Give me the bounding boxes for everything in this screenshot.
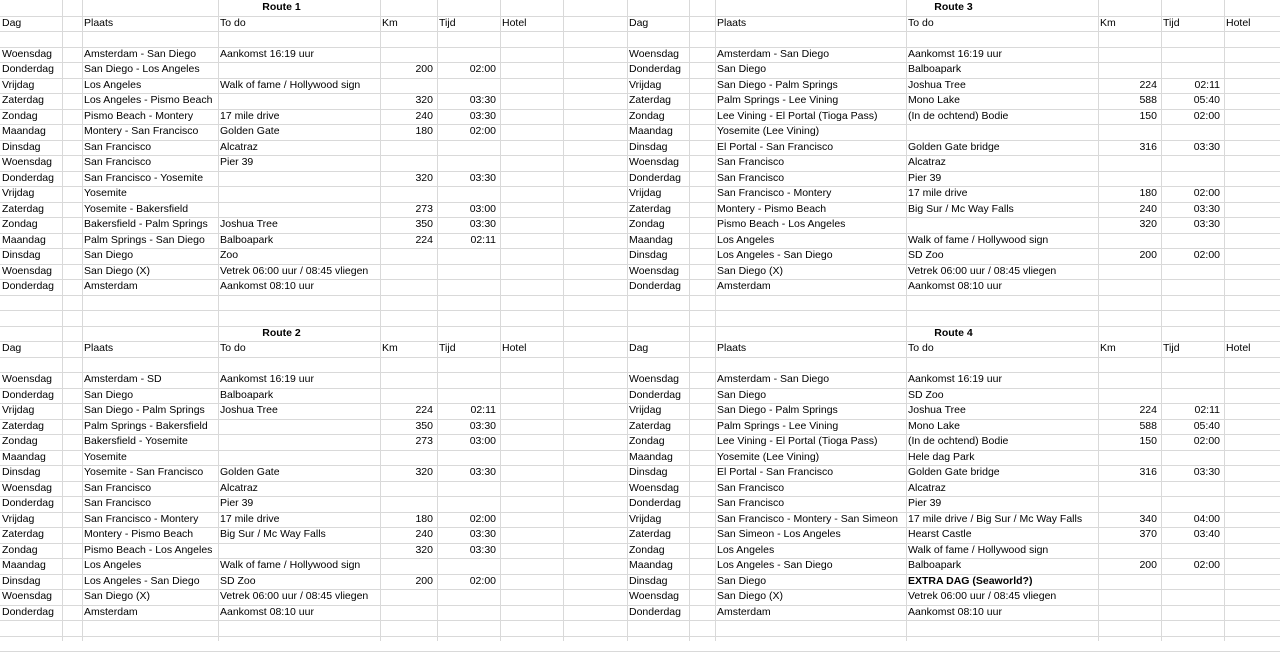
route-4-cell-to-do[interactable]: Pier 39 xyxy=(908,497,942,509)
gridline xyxy=(0,295,1280,296)
route-4-cell-plaats[interactable]: San Simeon - Los Angeles xyxy=(717,528,841,540)
route-4-cell-plaats[interactable]: San Francisco - Montery - San Simeon xyxy=(717,512,898,525)
route-3-cell-plaats[interactable]: Los Angeles xyxy=(717,233,775,246)
gridline xyxy=(0,310,1280,311)
route-3-cell-plaats[interactable]: Amsterdam xyxy=(717,280,771,292)
route-1-cell-dag[interactable]: Donderdag xyxy=(2,280,54,292)
route-3-cell-to-do[interactable]: SD Zoo xyxy=(908,249,944,261)
route-4-cell-dag[interactable]: Woensdag xyxy=(629,481,680,494)
route-4-cell-plaats[interactable]: San Diego - Palm Springs xyxy=(717,404,838,416)
route-2-cell-to-do[interactable]: Pier 39 xyxy=(220,497,254,509)
route-4-cell-plaats[interactable]: Lee Vining - El Portal (Tioga Pass) xyxy=(717,435,878,447)
route-3-cell-tijd[interactable]: 03:30 xyxy=(1193,140,1220,153)
route-1-header-hotel[interactable]: Hotel xyxy=(502,16,527,29)
route-2-header-plaats[interactable]: Plaats xyxy=(84,342,114,354)
route-4-cell-to-do[interactable]: Aankomst 08:10 uur xyxy=(908,605,1002,618)
route-2-cell-dag[interactable]: Woensdag xyxy=(2,373,53,385)
route-2-cell-tijd[interactable]: 03:30 xyxy=(469,543,496,556)
route-4-cell-dag[interactable]: Donderdag xyxy=(629,388,681,401)
route-4-cell-dag[interactable]: Dinsdag xyxy=(629,466,668,478)
route-2-cell-plaats[interactable]: Yosemite - San Francisco xyxy=(84,466,204,478)
route-1-cell-tijd[interactable]: 03:30 xyxy=(469,94,496,106)
route-4-cell-km[interactable]: 200 xyxy=(1139,559,1157,571)
route-4-cell-dag[interactable]: Vrijdag xyxy=(629,404,662,416)
route-1-header-dag[interactable]: Dag xyxy=(2,16,22,29)
route-3-cell-tijd[interactable]: 03:30 xyxy=(1193,218,1220,230)
route-4-cell-to-do[interactable]: SD Zoo xyxy=(908,388,944,401)
route-3-cell-plaats[interactable]: Yosemite (Lee Vining) xyxy=(717,125,820,137)
route-3-cell-km[interactable]: 200 xyxy=(1139,249,1157,261)
route-3-cell-to-do[interactable]: Balboapark xyxy=(908,63,962,75)
route-3-cell-km[interactable]: 224 xyxy=(1139,78,1157,91)
route-1-cell-to-do[interactable]: Zoo xyxy=(220,249,239,261)
route-4-cell-to-do[interactable]: Alcatraz xyxy=(908,481,946,494)
route-2-cell-tijd[interactable]: 03:30 xyxy=(469,419,496,432)
gridline xyxy=(0,636,1280,637)
route-1-cell-plaats[interactable]: San Diego (X) xyxy=(84,264,150,277)
route-1-cell-km[interactable]: 273 xyxy=(415,202,433,215)
route-1-header-to-do[interactable]: To do xyxy=(220,16,246,29)
route-3-cell-dag[interactable]: Maandag xyxy=(629,125,673,137)
route-1-cell-tijd[interactable]: 03:30 xyxy=(469,109,496,122)
route-2-cell-tijd[interactable]: 02:00 xyxy=(469,512,496,525)
route-4-header-plaats[interactable]: Plaats xyxy=(717,342,747,354)
route-1-cell-to-do[interactable]: Alcatraz xyxy=(220,140,258,153)
route-3-cell-dag[interactable]: Dinsdag xyxy=(629,140,668,153)
route-1-cell-to-do[interactable]: Joshua Tree xyxy=(220,218,278,230)
route-4-cell-km[interactable]: 150 xyxy=(1139,435,1157,447)
route-3-cell-to-do[interactable]: Alcatraz xyxy=(908,156,946,168)
route-1-cell-dag[interactable]: Zaterdag xyxy=(2,94,45,106)
route-1-cell-dag[interactable]: Maandag xyxy=(2,233,46,246)
route-4-cell-to-do[interactable]: Joshua Tree xyxy=(908,404,966,416)
route-2-cell-plaats[interactable]: San Francisco xyxy=(84,481,152,494)
route-3-header-plaats[interactable]: Plaats xyxy=(717,16,747,29)
route-2-header-tijd[interactable]: Tijd xyxy=(439,342,456,354)
route-2-cell-to-do[interactable]: Vetrek 06:00 uur / 08:45 vliegen xyxy=(220,590,369,602)
route-1-cell-plaats[interactable]: San Francisco xyxy=(84,140,152,153)
route-1-cell-km[interactable]: 320 xyxy=(415,94,433,106)
route-2-cell-dag[interactable]: Dinsdag xyxy=(2,574,41,587)
route-2-cell-dag[interactable]: Donderdag xyxy=(2,388,54,401)
route-2-cell-km[interactable]: 180 xyxy=(415,512,433,525)
route-4-cell-km[interactable]: 588 xyxy=(1139,419,1157,432)
route-4-title[interactable]: Route 4 xyxy=(934,326,973,339)
route-3-cell-km[interactable]: 150 xyxy=(1139,109,1157,122)
route-3-cell-plaats[interactable]: San Diego (X) xyxy=(717,264,783,277)
route-2-cell-dag[interactable]: Zaterdag xyxy=(2,419,45,432)
route-2-header-hotel[interactable]: Hotel xyxy=(502,342,527,354)
route-3-cell-tijd[interactable]: 02:11 xyxy=(1194,78,1220,91)
route-3-cell-to-do[interactable]: (In de ochtend) Bodie xyxy=(908,109,1009,122)
route-4-cell-plaats[interactable]: Los Angeles - San Diego xyxy=(717,559,833,571)
route-2-cell-plaats[interactable]: San Diego - Palm Springs xyxy=(84,404,205,416)
route-4-cell-dag[interactable]: Woensdag xyxy=(629,590,680,602)
route-3-cell-dag[interactable]: Zondag xyxy=(629,218,665,230)
route-4-cell-km[interactable]: 224 xyxy=(1139,404,1157,416)
route-2-title[interactable]: Route 2 xyxy=(262,326,301,339)
route-4-cell-dag[interactable]: Zaterdag xyxy=(629,419,672,432)
route-4-header-km[interactable]: Km xyxy=(1100,342,1116,354)
route-3-cell-to-do[interactable]: Mono Lake xyxy=(908,94,960,106)
route-2-cell-plaats[interactable]: Palm Springs - Bakersfield xyxy=(84,419,208,432)
route-1-cell-plaats[interactable]: Yosemite - Bakersfield xyxy=(84,202,189,215)
gridline xyxy=(0,357,1280,358)
route-4-cell-tijd[interactable]: 03:40 xyxy=(1193,528,1220,540)
route-3-cell-dag[interactable]: Woensdag xyxy=(629,47,680,60)
route-1-cell-plaats[interactable]: Bakersfield - Palm Springs xyxy=(84,218,208,230)
route-3-cell-to-do[interactable]: Aankomst 16:19 uur xyxy=(908,47,1002,60)
route-3-cell-dag[interactable]: Woensdag xyxy=(629,156,680,168)
route-3-cell-to-do[interactable]: Walk of fame / Hollywood sign xyxy=(908,233,1049,246)
route-1-cell-tijd[interactable]: 03:30 xyxy=(469,171,496,184)
route-1-cell-km[interactable]: 200 xyxy=(415,63,433,75)
route-1-cell-plaats[interactable]: Yosemite xyxy=(84,187,127,199)
route-2-cell-to-do[interactable]: 17 mile drive xyxy=(220,512,280,525)
route-3-cell-dag[interactable]: Vrijdag xyxy=(629,187,662,199)
route-3-cell-km[interactable]: 180 xyxy=(1139,187,1157,199)
route-1-cell-to-do[interactable]: Walk of fame / Hollywood sign xyxy=(220,78,361,91)
route-2-cell-to-do[interactable]: Golden Gate xyxy=(220,466,280,478)
route-1-title[interactable]: Route 1 xyxy=(262,1,301,13)
route-4-cell-to-do[interactable]: Mono Lake xyxy=(908,419,960,432)
route-1-cell-km[interactable]: 320 xyxy=(415,171,433,184)
route-4-cell-plaats[interactable]: El Portal - San Francisco xyxy=(717,466,834,478)
route-3-header-to-do[interactable]: To do xyxy=(908,16,934,29)
route-4-cell-plaats[interactable]: Palm Springs - Lee Vining xyxy=(717,419,839,432)
route-3-cell-dag[interactable]: Maandag xyxy=(629,233,673,246)
route-1-cell-dag[interactable]: Woensdag xyxy=(2,47,53,60)
route-2-cell-dag[interactable]: Maandag xyxy=(2,559,46,571)
route-2-cell-dag[interactable]: Maandag xyxy=(2,450,46,463)
route-2-cell-to-do[interactable]: Aankomst 08:10 uur xyxy=(220,605,314,618)
gridline xyxy=(500,0,501,641)
route-2-header-km[interactable]: Km xyxy=(382,342,398,354)
route-2-cell-dag[interactable]: Vrijdag xyxy=(2,404,35,416)
route-4-cell-dag[interactable]: Dinsdag xyxy=(629,574,668,587)
route-3-cell-dag[interactable]: Woensdag xyxy=(629,264,680,277)
route-4-cell-plaats[interactable]: Los Angeles xyxy=(717,543,775,556)
route-3-cell-to-do[interactable]: 17 mile drive xyxy=(908,187,968,199)
route-2-header-to-do[interactable]: To do xyxy=(220,342,246,354)
route-4-cell-plaats[interactable]: Amsterdam xyxy=(717,605,771,618)
route-4-cell-plaats[interactable]: San Diego xyxy=(717,388,767,401)
route-2-cell-to-do[interactable]: Balboapark xyxy=(220,388,274,401)
route-1-cell-plaats[interactable]: San Francisco xyxy=(84,156,152,168)
route-1-cell-to-do[interactable]: 17 mile drive xyxy=(220,109,280,122)
route-1-cell-dag[interactable]: Zaterdag xyxy=(2,202,45,215)
route-4-cell-to-do[interactable]: 17 mile drive / Big Sur / Mc Way Falls xyxy=(908,512,1083,525)
route-1-cell-dag[interactable]: Zondag xyxy=(2,218,38,230)
route-3-header-hotel[interactable]: Hotel xyxy=(1226,16,1251,29)
route-1-header-tijd[interactable]: Tijd xyxy=(439,16,456,29)
route-1-cell-plaats[interactable]: Amsterdam xyxy=(84,280,138,292)
route-2-cell-plaats[interactable]: Pismo Beach - Los Angeles xyxy=(84,543,213,556)
route-4-cell-to-do[interactable]: Vetrek 06:00 uur / 08:45 vliegen xyxy=(908,590,1057,602)
route-1-cell-dag[interactable]: Woensdag xyxy=(2,264,53,277)
route-4-cell-plaats[interactable]: San Francisco xyxy=(717,497,785,509)
route-3-cell-plaats[interactable]: Montery - Pismo Beach xyxy=(717,202,827,215)
route-3-cell-dag[interactable]: Zaterdag xyxy=(629,94,672,106)
route-1-cell-tijd[interactable]: 02:00 xyxy=(469,63,496,75)
route-2-cell-tijd[interactable]: 02:11 xyxy=(470,404,496,416)
route-3-cell-to-do[interactable]: Golden Gate bridge xyxy=(908,140,1000,153)
route-3-cell-plaats[interactable]: Lee Vining - El Portal (Tioga Pass) xyxy=(717,109,878,122)
route-1-cell-dag[interactable]: Vrijdag xyxy=(2,187,35,199)
route-3-cell-to-do[interactable]: Pier 39 xyxy=(908,171,942,184)
route-4-cell-plaats[interactable]: San Francisco xyxy=(717,481,785,494)
route-3-cell-dag[interactable]: Zondag xyxy=(629,109,665,122)
route-4-cell-to-do[interactable]: Walk of fame / Hollywood sign xyxy=(908,543,1049,556)
route-4-cell-to-do[interactable]: Golden Gate bridge xyxy=(908,466,1000,478)
route-4-cell-to-do[interactable]: Balboapark xyxy=(908,559,962,571)
route-4-cell-km[interactable]: 316 xyxy=(1139,466,1157,478)
route-2-cell-to-do[interactable]: Big Sur / Mc Way Falls xyxy=(220,528,326,540)
route-3-cell-dag[interactable]: Donderdag xyxy=(629,280,681,292)
route-2-cell-tijd[interactable]: 03:00 xyxy=(469,435,496,447)
route-2-cell-tijd[interactable]: 02:00 xyxy=(469,574,496,587)
route-2-cell-to-do[interactable]: Alcatraz xyxy=(220,481,258,494)
route-4-cell-dag[interactable]: Zondag xyxy=(629,543,665,556)
route-2-cell-dag[interactable]: Woensdag xyxy=(2,481,53,494)
route-3-cell-plaats[interactable]: Amsterdam - San Diego xyxy=(717,47,830,60)
route-3-cell-tijd[interactable]: 02:00 xyxy=(1193,249,1220,261)
route-1-cell-km[interactable]: 350 xyxy=(415,218,433,230)
route-3-header-km[interactable]: Km xyxy=(1100,16,1116,29)
route-2-cell-dag[interactable]: Vrijdag xyxy=(2,512,35,525)
route-3-cell-dag[interactable]: Donderdag xyxy=(629,171,681,184)
route-2-cell-plaats[interactable]: Montery - Pismo Beach xyxy=(84,528,194,540)
route-2-cell-km[interactable]: 200 xyxy=(415,574,433,587)
route-2-cell-to-do[interactable]: SD Zoo xyxy=(220,574,256,587)
route-3-cell-plaats[interactable]: El Portal - San Francisco xyxy=(717,140,834,153)
route-4-cell-tijd[interactable]: 03:30 xyxy=(1193,466,1220,478)
route-4-cell-tijd[interactable]: 02:00 xyxy=(1193,435,1220,447)
route-2-cell-dag[interactable]: Donderdag xyxy=(2,605,54,618)
route-3-cell-plaats[interactable]: San Diego xyxy=(717,63,767,75)
route-2-cell-plaats[interactable]: San Diego (X) xyxy=(84,590,150,602)
route-4-cell-tijd[interactable]: 05:40 xyxy=(1193,419,1220,432)
route-4-cell-to-do[interactable]: (In de ochtend) Bodie xyxy=(908,435,1009,447)
route-2-cell-km[interactable]: 224 xyxy=(415,404,433,416)
route-3-cell-plaats[interactable]: San Francisco - Montery xyxy=(717,187,832,199)
route-4-cell-tijd[interactable]: 02:00 xyxy=(1193,559,1220,571)
gridline xyxy=(689,0,690,641)
route-4-header-to-do[interactable]: To do xyxy=(908,342,934,354)
route-4-cell-dag[interactable]: Vrijdag xyxy=(629,512,662,525)
route-3-cell-tijd[interactable]: 03:30 xyxy=(1193,202,1220,215)
route-2-cell-km[interactable]: 273 xyxy=(415,435,433,447)
route-1-cell-tijd[interactable]: 02:00 xyxy=(469,125,496,137)
route-4-cell-to-do[interactable]: Hele dag Park xyxy=(908,450,975,463)
route-4-cell-tijd[interactable]: 02:11 xyxy=(1194,404,1220,416)
route-4-cell-dag[interactable]: Maandag xyxy=(629,559,673,571)
gridline xyxy=(1224,0,1225,641)
route-3-cell-km[interactable]: 320 xyxy=(1139,218,1157,230)
route-2-cell-dag[interactable]: Dinsdag xyxy=(2,466,41,478)
route-2-cell-to-do[interactable]: Joshua Tree xyxy=(220,404,278,416)
route-1-cell-to-do[interactable]: Vetrek 06:00 uur / 08:45 vliegen xyxy=(220,264,369,277)
route-4-cell-dag[interactable]: Woensdag xyxy=(629,373,680,385)
route-2-cell-tijd[interactable]: 03:30 xyxy=(469,466,496,478)
route-4-cell-to-do[interactable]: Aankomst 16:19 uur xyxy=(908,373,1002,385)
route-3-header-dag[interactable]: Dag xyxy=(629,16,649,29)
route-3-title[interactable]: Route 3 xyxy=(934,1,973,13)
route-3-cell-to-do[interactable]: Big Sur / Mc Way Falls xyxy=(908,202,1014,215)
route-3-cell-plaats[interactable]: San Diego - Palm Springs xyxy=(717,78,838,91)
route-1-cell-dag[interactable]: Vrijdag xyxy=(2,78,35,91)
route-4-cell-dag[interactable]: Maandag xyxy=(629,450,673,463)
route-4-cell-plaats[interactable]: San Diego xyxy=(717,574,767,587)
route-3-cell-km[interactable]: 588 xyxy=(1139,94,1157,106)
route-2-cell-plaats[interactable]: Bakersfield - Yosemite xyxy=(84,435,188,447)
gridline xyxy=(0,31,1280,32)
route-4-cell-dag[interactable]: Donderdag xyxy=(629,497,681,509)
route-1-cell-to-do[interactable]: Golden Gate xyxy=(220,125,280,137)
route-2-header-dag[interactable]: Dag xyxy=(2,342,22,354)
route-2-cell-dag[interactable]: Zaterdag xyxy=(2,528,45,540)
route-1-cell-dag[interactable]: Woensdag xyxy=(2,156,53,168)
route-1-cell-dag[interactable]: Dinsdag xyxy=(2,140,41,153)
route-3-cell-to-do[interactable]: Joshua Tree xyxy=(908,78,966,91)
route-2-cell-km[interactable]: 320 xyxy=(415,466,433,478)
route-1-cell-km[interactable]: 180 xyxy=(415,125,433,137)
route-1-cell-to-do[interactable]: Balboapark xyxy=(220,233,274,246)
route-4-cell-plaats[interactable]: San Diego (X) xyxy=(717,590,783,602)
route-2-cell-to-do[interactable]: Aankomst 16:19 uur xyxy=(220,373,314,385)
route-3-cell-km[interactable]: 240 xyxy=(1139,202,1157,215)
route-4-cell-tijd[interactable]: 04:00 xyxy=(1193,512,1220,525)
route-1-cell-plaats[interactable]: Los Angeles xyxy=(84,78,142,91)
route-1-cell-plaats[interactable]: Palm Springs - San Diego xyxy=(84,233,205,246)
route-1-cell-tijd[interactable]: 02:11 xyxy=(470,233,496,246)
route-3-cell-plaats[interactable]: Los Angeles - San Diego xyxy=(717,249,833,261)
route-2-cell-km[interactable]: 350 xyxy=(415,419,433,432)
route-2-cell-plaats[interactable]: San Francisco - Montery xyxy=(84,512,199,525)
route-4-header-tijd[interactable]: Tijd xyxy=(1163,342,1180,354)
route-1-header-plaats[interactable]: Plaats xyxy=(84,16,114,29)
route-1-cell-to-do[interactable]: Aankomst 08:10 uur xyxy=(220,280,314,292)
route-3-cell-dag[interactable]: Vrijdag xyxy=(629,78,662,91)
route-3-cell-to-do[interactable]: Vetrek 06:00 uur / 08:45 vliegen xyxy=(908,264,1057,277)
route-3-cell-plaats[interactable]: Palm Springs - Lee Vining xyxy=(717,94,839,106)
route-3-cell-tijd[interactable]: 02:00 xyxy=(1193,109,1220,122)
route-2-cell-dag[interactable]: Woensdag xyxy=(2,590,53,602)
route-1-cell-tijd[interactable]: 03:00 xyxy=(469,202,496,215)
route-3-cell-plaats[interactable]: Pismo Beach - Los Angeles xyxy=(717,218,846,230)
route-2-cell-plaats[interactable]: Amsterdam - SD xyxy=(84,373,162,385)
route-2-cell-tijd[interactable]: 03:30 xyxy=(469,528,496,540)
route-4-cell-to-do[interactable]: EXTRA DAG (Seaworld?) xyxy=(908,574,1033,587)
route-1-cell-plaats[interactable]: Pismo Beach - Montery xyxy=(84,109,194,122)
route-2-cell-km[interactable]: 320 xyxy=(415,543,433,556)
route-4-cell-to-do[interactable]: Hearst Castle xyxy=(908,528,972,540)
route-4-cell-plaats[interactable]: Yosemite (Lee Vining) xyxy=(717,450,820,463)
gridline xyxy=(563,0,564,641)
route-4-header-hotel[interactable]: Hotel xyxy=(1226,342,1251,354)
route-4-cell-dag[interactable]: Zaterdag xyxy=(629,528,672,540)
route-3-cell-plaats[interactable]: San Francisco xyxy=(717,171,785,184)
route-2-cell-plaats[interactable]: Los Angeles xyxy=(84,559,142,571)
route-4-cell-dag[interactable]: Donderdag xyxy=(629,605,681,618)
route-1-cell-dag[interactable]: Maandag xyxy=(2,125,46,137)
gridline xyxy=(0,620,1280,621)
route-4-cell-plaats[interactable]: Amsterdam - San Diego xyxy=(717,373,830,385)
route-2-cell-dag[interactable]: Donderdag xyxy=(2,497,54,509)
route-4-cell-dag[interactable]: Zondag xyxy=(629,435,665,447)
route-1-header-km[interactable]: Km xyxy=(382,16,398,29)
route-1-cell-plaats[interactable]: San Diego - Los Angeles xyxy=(84,63,200,75)
route-1-cell-plaats[interactable]: Amsterdam - San Diego xyxy=(84,47,197,60)
route-1-cell-dag[interactable]: Donderdag xyxy=(2,63,54,75)
route-4-cell-km[interactable]: 340 xyxy=(1139,512,1157,525)
route-3-cell-km[interactable]: 316 xyxy=(1139,140,1157,153)
route-1-cell-dag[interactable]: Dinsdag xyxy=(2,249,41,261)
route-3-header-tijd[interactable]: Tijd xyxy=(1163,16,1180,29)
route-1-cell-tijd[interactable]: 03:30 xyxy=(469,218,496,230)
route-1-cell-to-do[interactable]: Pier 39 xyxy=(220,156,254,168)
route-3-cell-tijd[interactable]: 05:40 xyxy=(1193,94,1220,106)
route-3-cell-plaats[interactable]: San Francisco xyxy=(717,156,785,168)
route-2-cell-to-do[interactable]: Walk of fame / Hollywood sign xyxy=(220,559,361,571)
route-1-cell-plaats[interactable]: Los Angeles - Pismo Beach xyxy=(84,94,213,106)
route-1-cell-to-do[interactable]: Aankomst 16:19 uur xyxy=(220,47,314,60)
route-1-cell-dag[interactable]: Zondag xyxy=(2,109,38,122)
route-3-cell-tijd[interactable]: 02:00 xyxy=(1193,187,1220,199)
gridline xyxy=(218,0,219,641)
gridline xyxy=(62,0,63,641)
route-3-cell-dag[interactable]: Zaterdag xyxy=(629,202,672,215)
route-1-cell-plaats[interactable]: San Francisco - Yosemite xyxy=(84,171,204,184)
route-2-cell-dag[interactable]: Zondag xyxy=(2,435,38,447)
route-1-cell-plaats[interactable]: San Diego xyxy=(84,249,134,261)
route-4-cell-km[interactable]: 370 xyxy=(1139,528,1157,540)
route-1-cell-km[interactable]: 224 xyxy=(415,233,433,246)
route-2-cell-km[interactable]: 240 xyxy=(415,528,433,540)
route-3-cell-dag[interactable]: Dinsdag xyxy=(629,249,668,261)
route-3-cell-dag[interactable]: Donderdag xyxy=(629,63,681,75)
route-1-cell-plaats[interactable]: Montery - San Francisco xyxy=(84,125,199,137)
route-2-cell-plaats[interactable]: Los Angeles - San Diego xyxy=(84,574,200,587)
route-2-cell-plaats[interactable]: Amsterdam xyxy=(84,605,138,618)
route-2-cell-plaats[interactable]: San Francisco xyxy=(84,497,152,509)
route-3-cell-to-do[interactable]: Aankomst 08:10 uur xyxy=(908,280,1002,292)
route-1-cell-km[interactable]: 240 xyxy=(415,109,433,122)
route-1-cell-dag[interactable]: Donderdag xyxy=(2,171,54,184)
route-2-cell-plaats[interactable]: San Diego xyxy=(84,388,134,401)
route-2-cell-plaats[interactable]: Yosemite xyxy=(84,450,127,463)
route-4-header-dag[interactable]: Dag xyxy=(629,342,649,354)
route-2-cell-dag[interactable]: Zondag xyxy=(2,543,38,556)
